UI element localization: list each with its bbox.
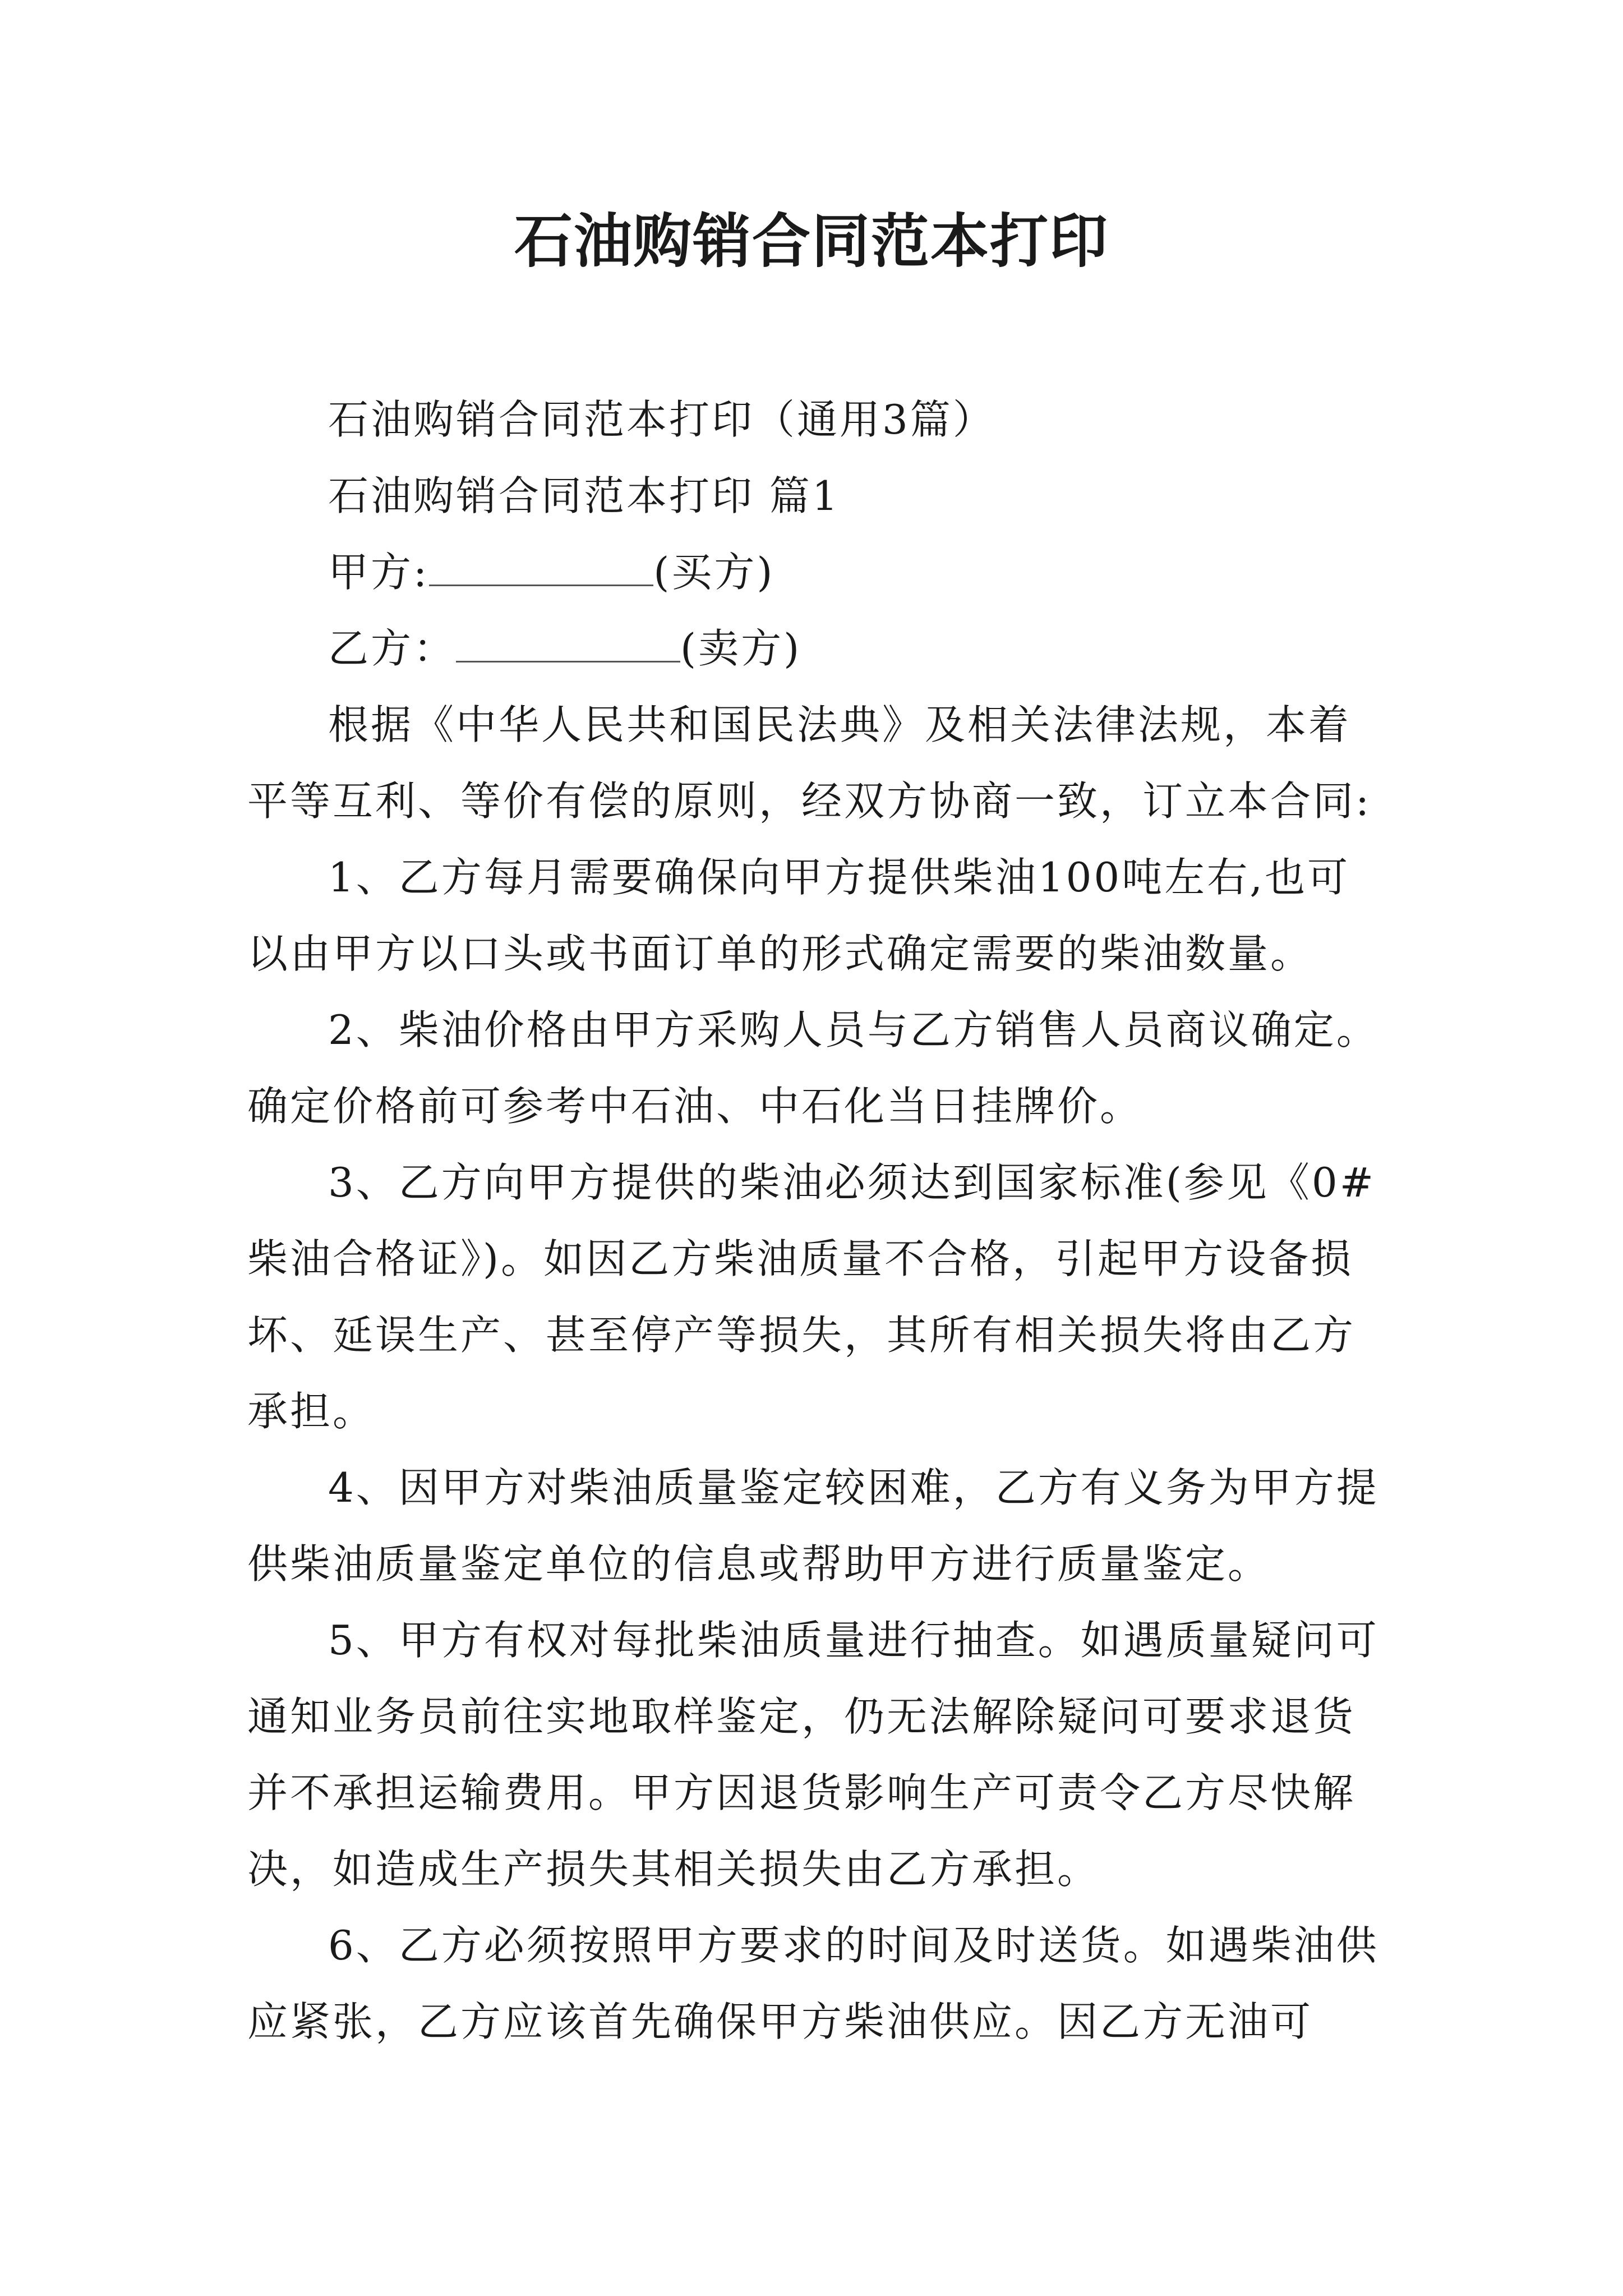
intro-paragraph: 根据《中华人民共和国民法典》及相关法律法规，本着平等互利、等价有偿的原则，经双方协商一致，订立本合同: xyxy=(247,701,1372,825)
party-a-line xyxy=(247,534,1391,610)
clause-1: 1、乙方每月需要确保向甲方提供柴油100吨左右,也可以由甲方以口头或书面订单的形式确定需要的柴油数量。 xyxy=(247,854,1350,977)
section-heading: 石油购销合同范本打印 篇1 xyxy=(328,472,840,519)
clause-4: 4、因甲方对柴油质量鉴定较困难，乙方有义务为甲方提供柴油质量鉴定单位的信息或帮助甲方进行质量鉴定。 xyxy=(247,1464,1379,1588)
document-subtitle: 石油购销合同范本打印（通用3篇） xyxy=(328,396,995,443)
clause-3: 3、乙方向甲方提供的柴油必须达到国家标准(参见《0#柴油合格证》)。如因乙方柴油质量不合格，引起甲方设备损坏、延误生产、甚至停产等损失，其所有相关损失将由乙方承担。 xyxy=(247,1159,1376,1435)
party-b-line xyxy=(247,610,1391,687)
party-a-role: (买方) xyxy=(653,549,775,596)
clause-5: 5、甲方有权对每批柴油质量进行抽查。如遇质量疑问可通知业务员前往实地取样鉴定，仍无法解除疑问可要求退货并不承担运输费用。甲方因退货影响生产可责令乙方尽快解决，如造成生产损失其相关损失由乙方承担。 xyxy=(247,1617,1379,1893)
party-b-blank xyxy=(456,627,680,662)
clause-2: 2、柴油价格由甲方采购人员与乙方销售人员商议确定。确定价格前可参考中石油、中石化当日挂牌价。 xyxy=(247,1006,1379,1130)
party-a-blank xyxy=(429,551,653,586)
party-a-label: 甲方: xyxy=(328,549,430,596)
document-body xyxy=(247,381,1391,2060)
party-b-label: 乙方： xyxy=(328,625,457,672)
clause-6: 6、乙方必须按照甲方要求的时间及时送货。如遇柴油供应紧张，乙方应该首先确保甲方柴油供应。因乙方无油可 xyxy=(247,1922,1379,2045)
party-b-role: (卖方) xyxy=(680,625,802,672)
document-title: 石油购销合同范本打印 xyxy=(514,206,1109,275)
